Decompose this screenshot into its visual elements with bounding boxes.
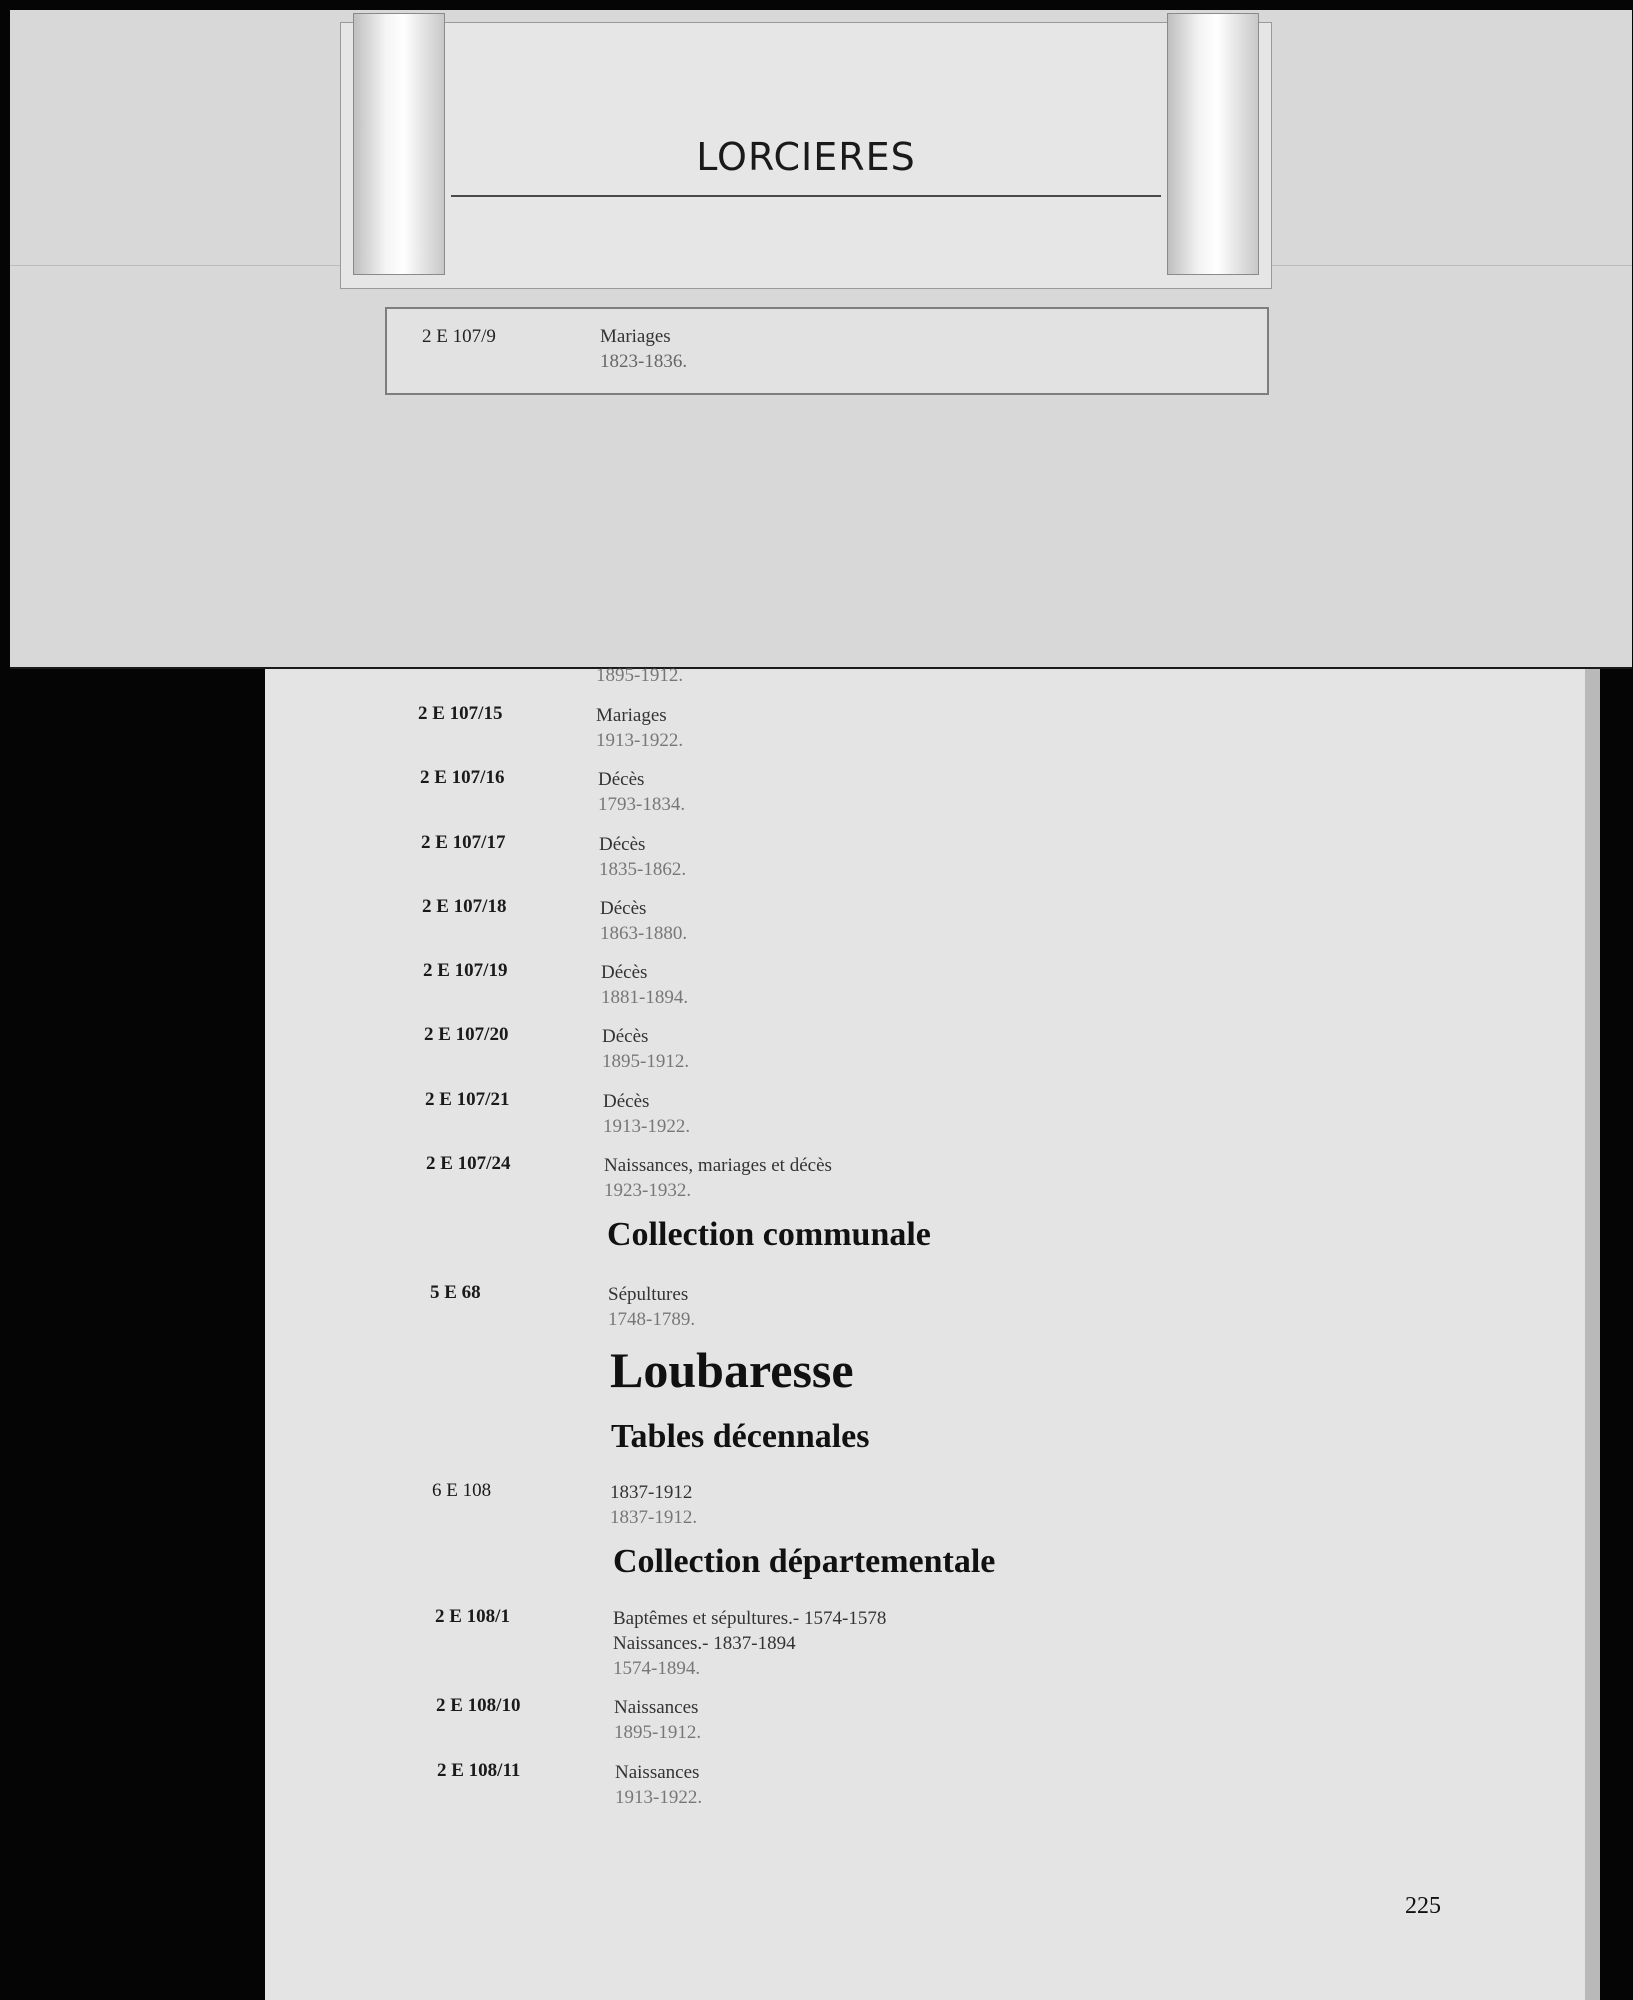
entry-label: Naissances, mariages et décès: [604, 1155, 832, 1176]
entry-code: 2 E 108/1: [435, 1606, 510, 1627]
entry-code: 2 E 107/17: [421, 832, 506, 853]
entry-dates: 1574-1894.: [613, 1658, 701, 1679]
entry-desc: [614, 1695, 701, 1745]
entry-dates: 1913-1922.: [603, 1116, 691, 1137]
strip-code: 2 E 107/9: [422, 326, 496, 347]
entry-desc: [610, 1480, 697, 1530]
entry-code: 5 E 68: [430, 1282, 481, 1303]
entry-desc: [615, 1760, 702, 1810]
entry-desc: [600, 896, 687, 946]
entry-desc: [613, 1606, 886, 1681]
entry-dates: 1793-1834.: [598, 794, 686, 815]
entry-desc: [603, 1089, 690, 1139]
entry-dates: 1895-1912.: [614, 1722, 702, 1743]
entry-line-1: Baptêmes et sépultures.- 1574-1578: [613, 1608, 887, 1629]
entry-label: Décès: [599, 834, 646, 855]
entry-code: 2 E 107/21: [425, 1089, 510, 1110]
entry-line-2: Naissances.- 1837-1894: [613, 1633, 796, 1654]
entry-dates: 1837-1912.: [610, 1507, 698, 1528]
entry-label: Naissances: [614, 1697, 699, 1718]
entry-desc: [599, 832, 686, 882]
entry-desc: [601, 960, 688, 1010]
entry-desc: [608, 1282, 695, 1332]
partial-dates: 1895-1912.: [596, 665, 684, 686]
entry-dates: 1913-1922.: [596, 730, 684, 751]
entry-label: Décès: [602, 1026, 649, 1047]
entry-label: Décès: [603, 1091, 650, 1112]
entry-code: 6 E 108: [432, 1480, 492, 1501]
entry-dates: 1835-1862.: [599, 859, 687, 880]
strip-label: [600, 324, 687, 374]
entry-code: 2 E 108/11: [437, 1760, 521, 1781]
entry-code: 2 E 107/16: [420, 767, 505, 788]
top-strip: [385, 307, 1269, 395]
entry-desc: [596, 703, 683, 753]
entry-label: Décès: [598, 769, 645, 790]
entry-label: Mariages: [596, 705, 667, 726]
label-card: [340, 22, 1272, 289]
entry-dates: 1863-1880.: [600, 923, 688, 944]
entry-label: Décès: [600, 898, 647, 919]
entry-label: 1837-1912: [610, 1482, 693, 1503]
entry-code: 2 E 107/18: [422, 896, 507, 917]
entry-code: 2 E 107/24: [426, 1153, 511, 1174]
overlay-sheet: [10, 10, 1632, 667]
entry-dates: 1895-1912.: [602, 1051, 690, 1072]
entry-dates: 1923-1932.: [604, 1180, 692, 1201]
strip-label-text: Mariages: [600, 326, 671, 347]
entry-dates: 1748-1789.: [608, 1309, 696, 1330]
entry-desc: [602, 1024, 689, 1074]
commune-title: Loubaresse: [610, 1342, 854, 1398]
section-heading-tables-decennales: Tables décennales: [611, 1418, 870, 1455]
entry-label: Décès: [601, 962, 648, 983]
entry-desc: [604, 1153, 832, 1203]
section-heading-collection-departementale: Collection départementale: [613, 1543, 996, 1580]
card-rule: [451, 195, 1161, 197]
entry-code: 2 E 107/19: [423, 960, 508, 981]
entry-code: 2 E 107/15: [418, 703, 503, 724]
page-number: 225: [1405, 1893, 1441, 1919]
section-heading-collection-communale: Collection communale: [607, 1216, 931, 1253]
strip-dates: 1823-1836.: [600, 351, 688, 372]
card-title: LORCIERES: [696, 135, 916, 179]
entry-dates: 1913-1922.: [615, 1787, 703, 1808]
entry-label: Naissances: [615, 1762, 700, 1783]
entry-dates: 1881-1894.: [601, 987, 689, 1008]
entry-code: 2 E 107/20: [424, 1024, 509, 1045]
entry-label: Sépultures: [608, 1284, 689, 1305]
entry-desc: [598, 767, 685, 817]
entry-code: 2 E 108/10: [436, 1695, 521, 1716]
